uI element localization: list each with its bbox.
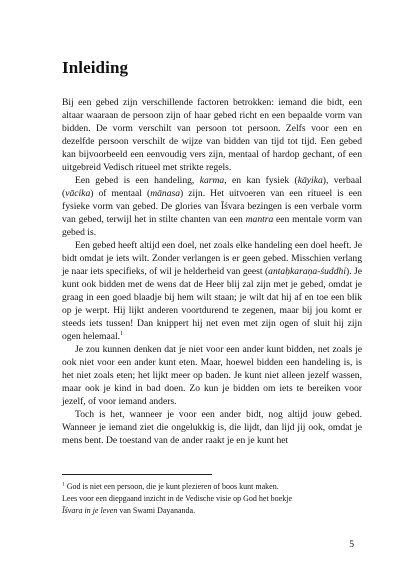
text-run: ). Je kunt ook bidden met de wens dat de Heer blij zal zijn met je gebed, omdat je graag in een goed blaadje bij hem wilt staan; je wilt dat hij af en toe een blik op je werpt. Hij lijkt anderen voortdurend te zegenen, maar bij jou komt er steeds iets tussen! Dan knippert hij net even met zijn ogen of sluit hij zijn ogen helemaal. — [62, 266, 363, 342]
text-run: Een gebed heeft altijd een doel, net zoals elke handeling een doel heeft. Je bidt omdat je iets wilt. Zonder verlangen is er geen gebed. Misschien verlang je naar iets specifieks, of wil je helderheid van geest ( — [62, 240, 362, 277]
paragraph — [62, 343, 362, 408]
paragraph — [62, 96, 362, 174]
footnote-line — [62, 493, 362, 505]
footnote — [62, 481, 362, 517]
text-run: een mentale vorm van gebed is. — [62, 214, 363, 238]
text-run: ) of mentaal ( — [90, 188, 151, 199]
paragraph — [62, 239, 362, 343]
text-run: Bij een gebed zijn verschillende factoren betrokken: iemand die bidt, een altaar waaraan de persoon zijn of haar gebed richt en een bepaalde vorm van bidden. De vorm verschilt van persoon tot persoon. Zelfs voor een en dezelfde persoon verschilt de wijze van bidden van tijd tot tijd. Een gebed kan bijvoorbeeld een eenvoudig vers zijn, mentaal of hardop gechant, of een uitgebreid Vedisch ritueel met strikte regels. — [62, 97, 362, 173]
text-run: Lees voor een diepgaand inzicht in de Vedische visie op God het boekje — [62, 494, 293, 503]
text-run: Toch is het, wanneer je voor een ander bidt, nog altijd jouw gebed. Wanneer je iemand ziet die ongelukkig is, die lijdt, dan lijd jij ook, omdat je mens bent. De toestand van de ander raakt je en je kunt het — [62, 409, 362, 446]
page — [62, 0, 362, 583]
body-text — [62, 96, 362, 447]
text-run: van Swami Dayananda. — [117, 506, 196, 515]
text-run: ) zijn. Het uitvoeren van een ritueel is een fysieke vorm van gebed. De glories van Īśvara bezingen is een verbale vorm van gebed, terwijl het in stilte chanten van een — [62, 188, 362, 225]
text-run: Een gebed is een handeling, — [75, 175, 200, 186]
chapter-heading: Inleiding — [62, 58, 129, 77]
italic-term: karma — [199, 175, 225, 186]
italic-term: mantra — [245, 214, 274, 225]
footnote-line — [62, 481, 362, 493]
italic-term: vācika — [65, 188, 91, 199]
paragraph — [62, 174, 362, 239]
text-run: , en kan fysiek ( — [224, 175, 298, 186]
italic-term: kāyika — [297, 175, 323, 186]
footnote-marker: 1 — [120, 330, 124, 337]
footnote-separator — [62, 474, 212, 475]
footnote-line — [62, 505, 362, 517]
text-run: God is niet een persoon, die je kunt plezieren of boos kunt maken. — [64, 482, 279, 491]
text-run: ), verbaal ( — [62, 175, 362, 199]
page-number: 5 — [349, 539, 354, 550]
text-run: Je zou kunnen denken dat je niet voor een ander kunt bidden, net zoals je ook niet voor een ander kunt eten. Maar, hoewel bidden een handeling is, is het niet zoals eten; het lijkt meer op baden. Je kunt niet alleen jezelf wassen, maar ook je kind in bad doen. Zo kun je bidden om iets te bereiken voor jezelf, of voor iemand anders. — [62, 344, 362, 407]
paragraph — [62, 408, 362, 447]
italic-term: Īśvara in je leven — [62, 506, 118, 515]
italic-term: mānasa — [150, 188, 181, 199]
italic-term: antaḥkaraṇa-śuddhi — [268, 266, 346, 277]
footnote-marker: 1 — [62, 481, 65, 488]
